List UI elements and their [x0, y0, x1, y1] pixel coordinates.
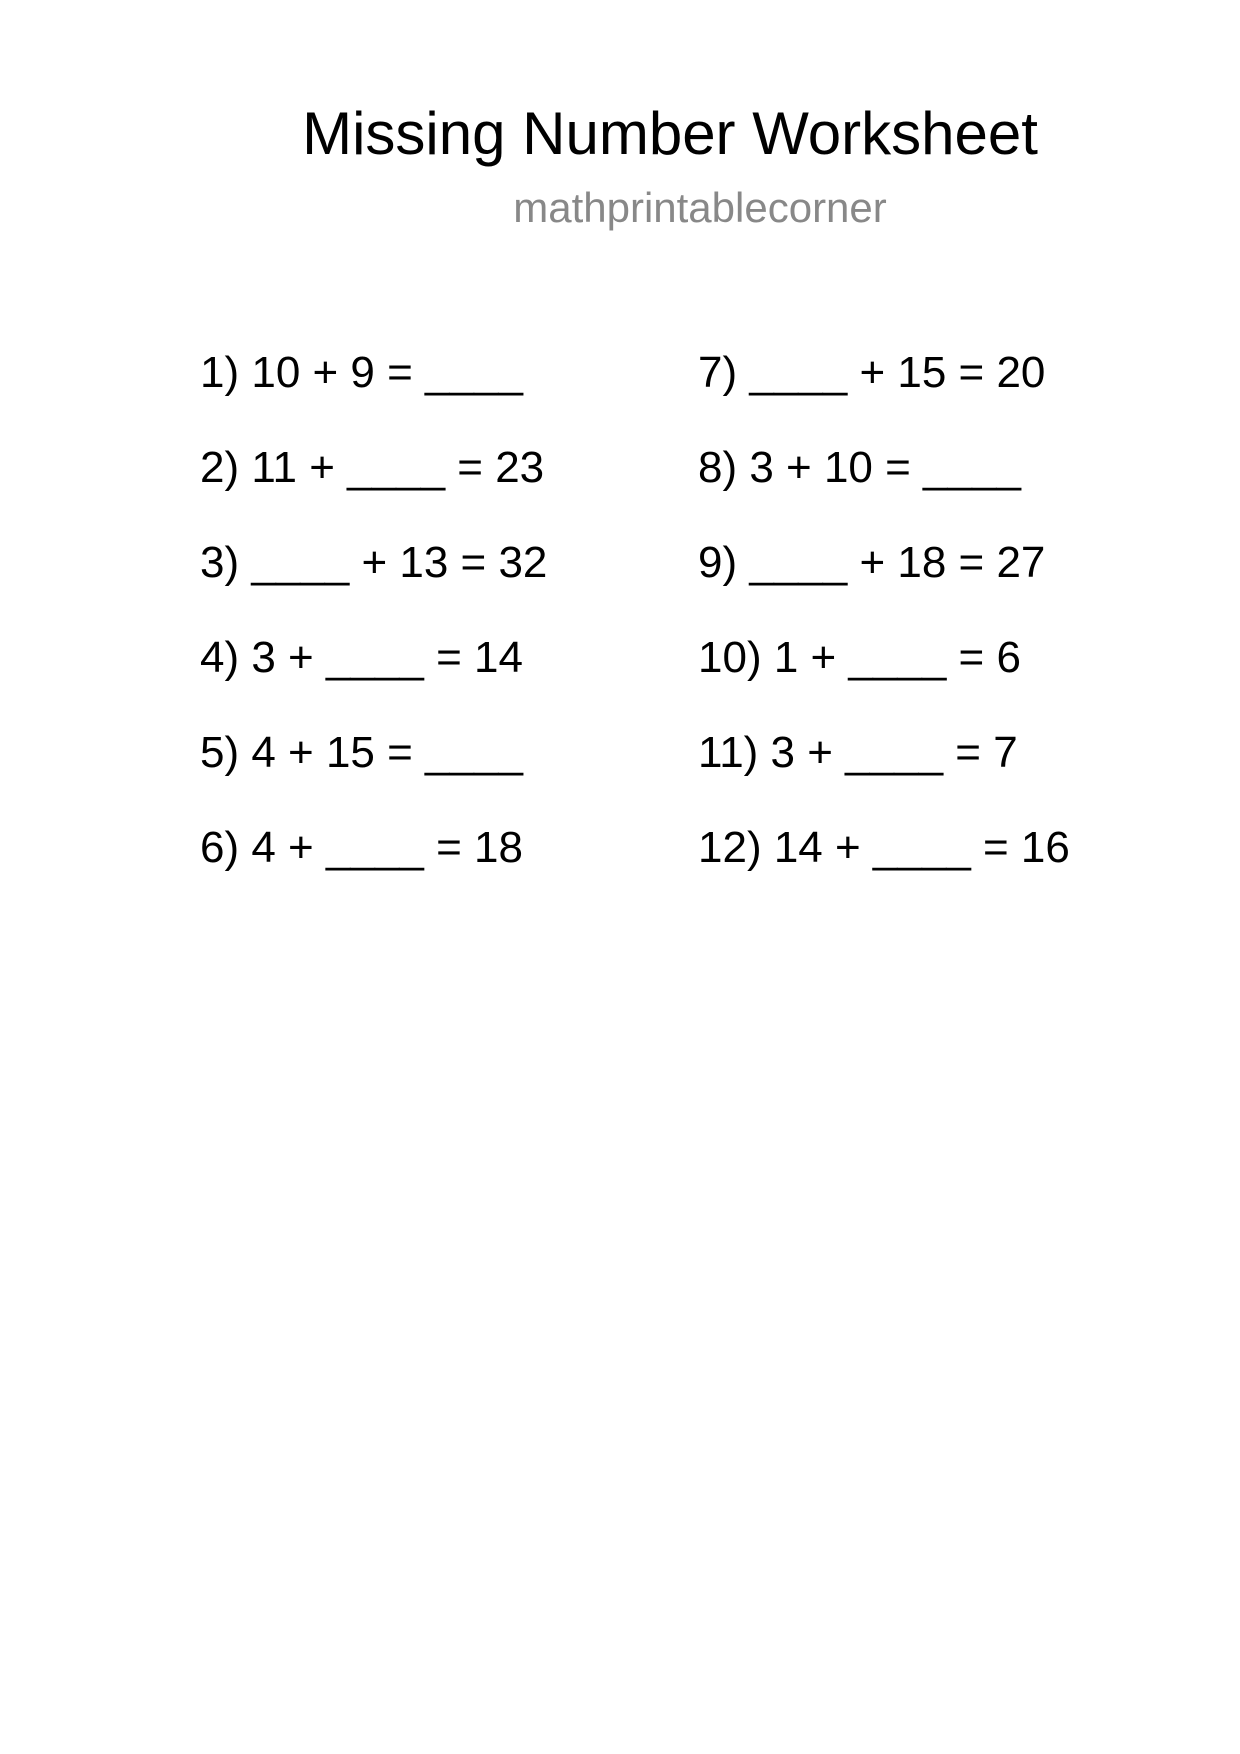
problem-5: 5) 4 + 15 = ____: [200, 728, 523, 777]
problems-column-right: [698, 347, 1070, 917]
problem-3: 3) ____ + 13 = 32: [200, 538, 548, 587]
problem-1: 1) 10 + 9 = ____: [200, 348, 523, 397]
problem-11: 11) 3 + ____ = 7: [698, 728, 1018, 777]
problem-2: 2) 11 + ____ = 23: [200, 443, 545, 492]
worksheet-title: Missing Number Worksheet: [302, 100, 1038, 167]
problem-8: 8) 3 + 10 = ____: [698, 443, 1021, 492]
problem-12: 12) 14 + ____ = 16: [698, 823, 1070, 872]
problem-7: 7) ____ + 15 = 20: [698, 348, 1046, 397]
problem-4: 4) 3 + ____ = 14: [200, 633, 523, 682]
problem-9: 9) ____ + 18 = 27: [698, 538, 1046, 587]
problem-6: 6) 4 + ____ = 18: [200, 823, 523, 872]
problem-10: 10) 1 + ____ = 6: [698, 633, 1021, 682]
problems-column-left: [200, 347, 547, 917]
worksheet-subtitle: mathprintablecorner: [513, 184, 887, 231]
